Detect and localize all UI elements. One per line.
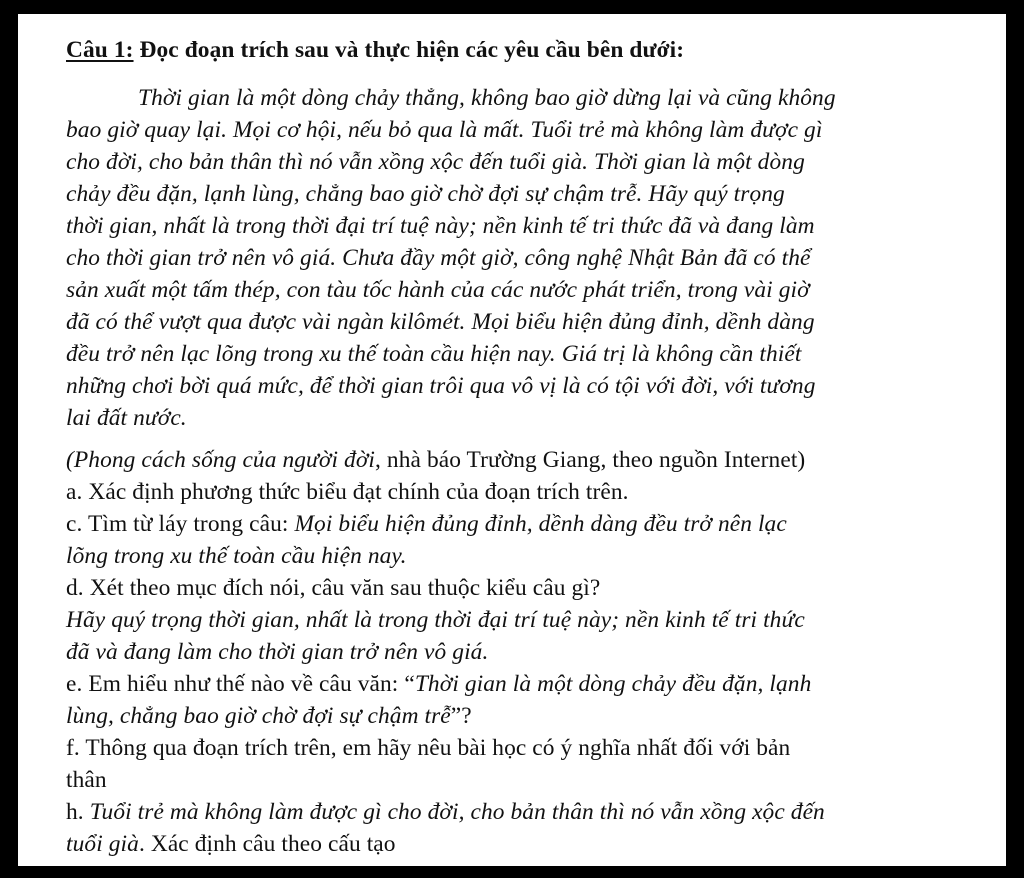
- passage: [66, 82, 978, 434]
- document-page: [66, 34, 978, 860]
- question-h: h. Tuổi trẻ mà không làm được gì cho đời, cho bản thân thì nó vẫn xồng xộc đến: [66, 799, 825, 825]
- passage-line: bao giờ quay lại. Mọi cơ hội, nếu bỏ qua là mất. Tuổi trẻ mà không làm được gì: [66, 117, 823, 143]
- question-c: c. Tìm từ láy trong câu: Mọi biểu hiện đủng đỉnh, dềnh dàng đều trở nên lạc: [66, 511, 787, 537]
- question-d-quote-line: đã và đang làm cho thời gian trở nên vô giá.: [66, 639, 489, 665]
- question-heading: [66, 34, 978, 66]
- passage-line: cho thời gian trở nên vô giá. Chưa đầy một giờ, công nghệ Nhật Bản đã có thể: [66, 245, 811, 271]
- passage-line: đã có thể vượt qua được vài ngàn kilômét. Mọi biểu hiện đủng đỉnh, dềnh dàng: [66, 309, 815, 335]
- passage-line: sản xuất một tấm thép, con tàu tốc hành của các nước phát triển, trong vài giờ: [66, 277, 810, 303]
- passage-line: Thời gian là một dòng chảy thẳng, không bao giờ dừng lại và cũng không: [138, 85, 836, 111]
- question-c-continued: lõng trong xu thế toàn cầu hiện nay.: [66, 543, 407, 569]
- question-instruction: Đọc đoạn trích sau và thực hiện các yêu cầu bên dưới:: [133, 37, 685, 63]
- question-f: f. Thông qua đoạn trích trên, em hãy nêu bài học có ý nghĩa nhất đối với bản: [66, 735, 791, 761]
- passage-line: thời gian, nhất là trong thời đại trí tuệ này; nền kinh tế tri thức đã và đang làm: [66, 213, 815, 239]
- source-citation: (Phong cách sống của người đời, nhà báo Trường Giang, theo nguồn Internet): [66, 447, 806, 473]
- question-d: d. Xét theo mục đích nói, câu văn sau thuộc kiểu câu gì?: [66, 575, 601, 601]
- question-f-continued: thân: [66, 767, 107, 793]
- question-d-quote-line: Hãy quý trọng thời gian, nhất là trong thời đại trí tuệ này; nền kinh tế tri thức: [66, 607, 805, 633]
- passage-line: lai đất nước.: [66, 405, 187, 431]
- passage-line: chảy đều đặn, lạnh lùng, chẳng bao giờ chờ đợi sự chậm trễ. Hãy quý trọng: [66, 181, 785, 207]
- question-e: e. Em hiểu như thế nào về câu văn: “Thời gian là một dòng chảy đều đặn, lạnh: [66, 671, 812, 697]
- question-e-continued: lùng, chẳng bao giờ chờ đợi sự chậm trễ”?: [66, 703, 472, 729]
- passage-line: cho đời, cho bản thân thì nó vẫn xồng xộc đến tuổi già. Thời gian là một dòng: [66, 149, 805, 175]
- passage-line: những chơi bời quá mức, để thời gian trôi qua vô vị là có tội với đời, với tương: [66, 373, 816, 399]
- question-a: a. Xác định phương thức biểu đạt chính của đoạn trích trên.: [66, 479, 629, 505]
- question-number: Câu 1:: [66, 37, 134, 63]
- question-h-continued: tuổi già. Xác định câu theo cấu tạo: [66, 831, 396, 857]
- passage-line: đều trở nên lạc lõng trong xu thế toàn cầu hiện nay. Giá trị là không cần thiết: [66, 341, 802, 367]
